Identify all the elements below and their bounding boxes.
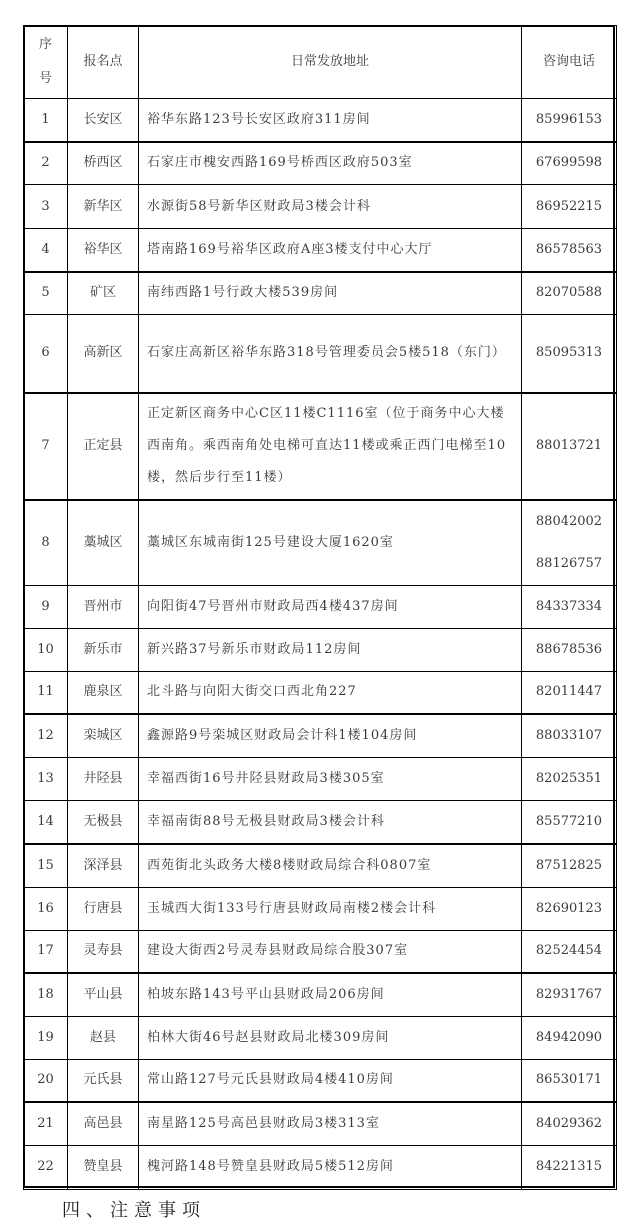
table-row <box>24 671 617 714</box>
row-site: 赞皇县 <box>68 1145 139 1189</box>
row-site: 矿区 <box>68 272 139 315</box>
row-site: 深泽县 <box>68 844 139 887</box>
row-site: 赵县 <box>68 1016 139 1059</box>
row-number: 19 <box>24 1016 68 1059</box>
row-address: 新兴路37号新乐市财政局112房间 <box>139 628 522 671</box>
row-address: 向阳街47号晋州市财政局西4楼437房间 <box>139 585 522 628</box>
row-number: 6 <box>24 315 68 393</box>
row-address: 水源街58号新华区财政局3楼会计科 <box>139 185 522 229</box>
table-row <box>24 393 617 500</box>
table-row <box>24 585 617 628</box>
row-address: 槐河路148号赞皇县财政局5楼512房间 <box>139 1145 522 1189</box>
table-row <box>24 930 617 973</box>
row-site: 鹿泉区 <box>68 671 139 714</box>
row-phone: 85095313 <box>522 315 617 393</box>
row-site: 平山县 <box>68 973 139 1016</box>
row-site: 元氏县 <box>68 1059 139 1102</box>
row-site: 灵寿县 <box>68 930 139 973</box>
header-site: 报名点 <box>68 26 139 99</box>
row-phone: 84029362 <box>522 1102 617 1145</box>
row-number: 2 <box>24 142 68 185</box>
row-address: 玉城西大街133号行唐县财政局南楼2楼会计科 <box>139 887 522 930</box>
row-number: 20 <box>24 1059 68 1102</box>
row-number: 18 <box>24 973 68 1016</box>
table-row <box>24 315 617 393</box>
row-number: 22 <box>24 1145 68 1189</box>
table-row <box>24 500 617 586</box>
table-header-row <box>24 26 617 99</box>
row-site: 桥西区 <box>68 142 139 185</box>
row-site: 正定县 <box>68 393 139 500</box>
row-phone: 87512825 <box>522 844 617 887</box>
row-phone: 82931767 <box>522 973 617 1016</box>
row-address: 常山路127号元氏县财政局4楼410房间 <box>139 1059 522 1102</box>
table-row <box>24 1145 617 1189</box>
row-address: 幸福西街16号井陉县财政局3楼305室 <box>139 757 522 800</box>
row-address: 北斗路与向阳大街交口西北角227 <box>139 671 522 714</box>
row-address: 鑫源路9号栾城区财政局会计科1楼104房间 <box>139 714 522 757</box>
row-number: 15 <box>24 844 68 887</box>
phone-primary: 88042002 <box>535 513 603 529</box>
row-site: 高邑县 <box>68 1102 139 1145</box>
row-number: 7 <box>24 393 68 500</box>
row-phone: 88033107 <box>522 714 617 757</box>
row-address: 裕华东路123号长安区政府311房间 <box>139 99 522 142</box>
row-phone: 86952215 <box>522 185 617 229</box>
row-phone: 88678536 <box>522 628 617 671</box>
row-phone: 84221315 <box>522 1145 617 1189</box>
table-row <box>24 1059 617 1102</box>
row-phone: 82524454 <box>522 930 617 973</box>
phone-secondary: 88126757 <box>535 555 603 571</box>
row-site: 裕华区 <box>68 229 139 272</box>
row-phone <box>522 500 617 586</box>
registration-sites-table <box>23 25 617 1190</box>
row-address: 建设大街西2号灵寿县财政局综合股307室 <box>139 930 522 973</box>
table-row <box>24 272 617 315</box>
row-address: 藁城区东城南街125号建设大厦1620室 <box>139 500 522 586</box>
row-number: 8 <box>24 500 68 586</box>
row-phone: 86530171 <box>522 1059 617 1102</box>
row-address: 石家庄市槐安西路169号桥西区政府503室 <box>139 142 522 185</box>
header-seq-line2: 号 <box>38 71 52 86</box>
row-site: 新乐市 <box>68 628 139 671</box>
row-phone: 82690123 <box>522 887 617 930</box>
row-number: 21 <box>24 1102 68 1145</box>
row-address: 正定新区商务中心C区11楼C1116室（位于商务中心大楼西南角。乘西南角处电梯可直达11楼或乘正西门电梯至10楼，然后步行至11楼） <box>139 393 522 500</box>
row-address: 幸福南街88号无极县财政局3楼会计科 <box>139 800 522 844</box>
next-section-heading: 四、注意事项 <box>62 1200 206 1221</box>
row-phone: 82070588 <box>522 272 617 315</box>
row-number: 11 <box>24 671 68 714</box>
row-site: 高新区 <box>68 315 139 393</box>
row-site: 井陉县 <box>68 757 139 800</box>
row-site: 藁城区 <box>68 500 139 586</box>
table-row <box>24 1016 617 1059</box>
table-row <box>24 800 617 844</box>
row-phone: 85577210 <box>522 800 617 844</box>
row-address: 柏林大街46号赵县财政局北楼309房间 <box>139 1016 522 1059</box>
table-row <box>24 185 617 229</box>
table-row <box>24 229 617 272</box>
row-phone: 86578563 <box>522 229 617 272</box>
header-seq-line1: 序 <box>38 37 52 52</box>
row-site: 行唐县 <box>68 887 139 930</box>
table-row <box>24 142 617 185</box>
row-site: 新华区 <box>68 185 139 229</box>
table-row <box>24 973 617 1016</box>
row-number: 17 <box>24 930 68 973</box>
row-site: 长安区 <box>68 99 139 142</box>
row-number: 10 <box>24 628 68 671</box>
row-address: 柏坡东路143号平山县财政局206房间 <box>139 973 522 1016</box>
row-number: 5 <box>24 272 68 315</box>
header-seq <box>24 26 68 99</box>
row-address: 塔南路169号裕华区政府A座3楼支付中心大厅 <box>139 229 522 272</box>
table-row <box>24 628 617 671</box>
table-row <box>24 844 617 887</box>
table-row <box>24 1102 617 1145</box>
row-number: 12 <box>24 714 68 757</box>
row-phone: 82011447 <box>522 671 617 714</box>
table-row <box>24 99 617 142</box>
row-number: 4 <box>24 229 68 272</box>
row-site: 无极县 <box>68 800 139 844</box>
row-phone: 84942090 <box>522 1016 617 1059</box>
table-row <box>24 757 617 800</box>
row-address: 西苑街北头政务大楼8楼财政局综合科0807室 <box>139 844 522 887</box>
row-number: 9 <box>24 585 68 628</box>
row-number: 1 <box>24 99 68 142</box>
table-row <box>24 887 617 930</box>
row-site: 晋州市 <box>68 585 139 628</box>
row-number: 13 <box>24 757 68 800</box>
row-address: 石家庄高新区裕华东路318号管理委员会5楼518（东门） <box>139 315 522 393</box>
row-address: 南星路125号高邑县财政局3楼313室 <box>139 1102 522 1145</box>
row-phone: 84337334 <box>522 585 617 628</box>
row-number: 14 <box>24 800 68 844</box>
row-phone: 67699598 <box>522 142 617 185</box>
row-address: 南纬西路1号行政大楼539房间 <box>139 272 522 315</box>
row-site: 栾城区 <box>68 714 139 757</box>
row-number: 16 <box>24 887 68 930</box>
row-phone: 85996153 <box>522 99 617 142</box>
row-phone: 82025351 <box>522 757 617 800</box>
row-phone: 88013721 <box>522 393 617 500</box>
row-number: 3 <box>24 185 68 229</box>
header-address: 日常发放地址 <box>139 26 522 99</box>
table-row <box>24 714 617 757</box>
header-phone: 咨询电话 <box>522 26 617 99</box>
